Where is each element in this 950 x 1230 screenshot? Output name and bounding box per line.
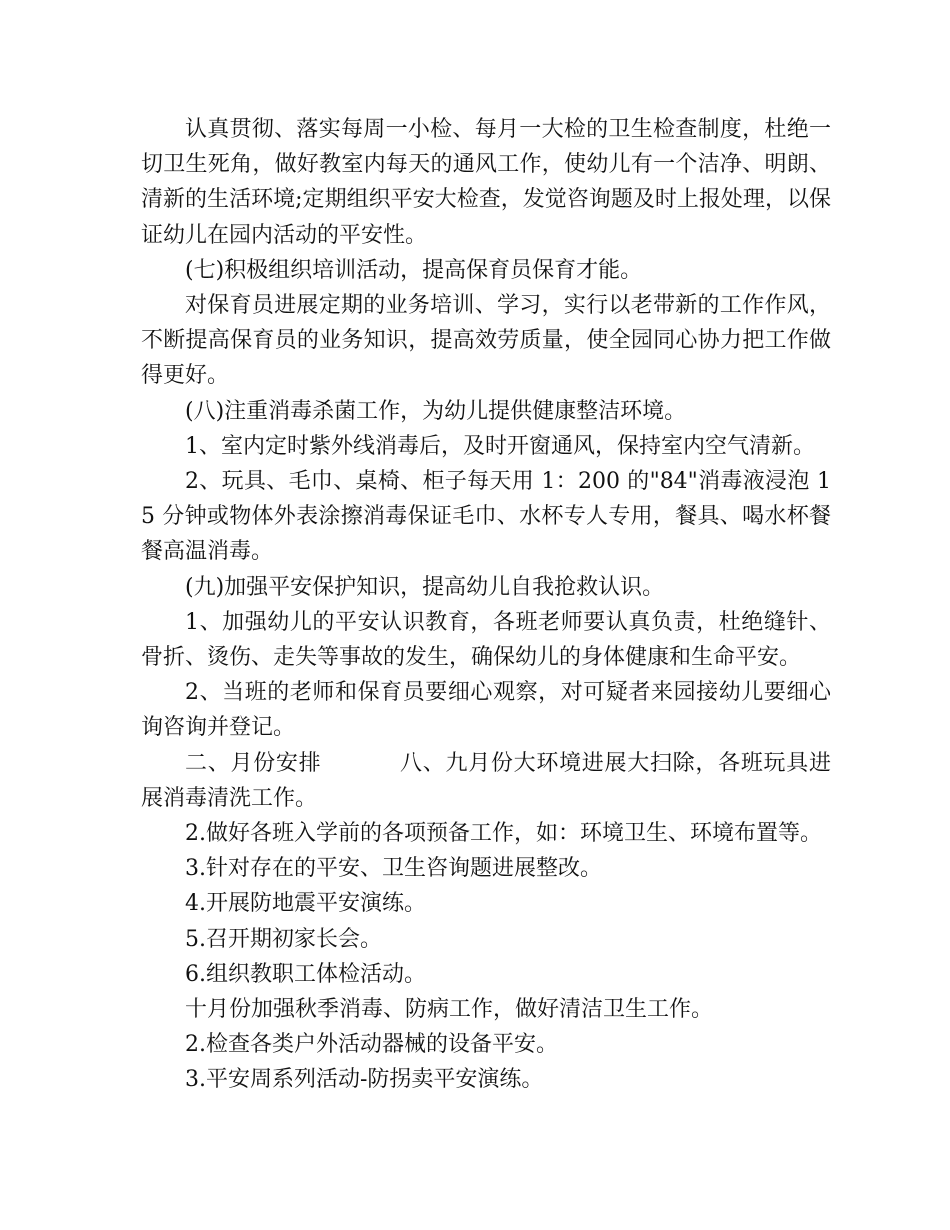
- plan-item-parent-meeting: 5.召开期初家长会。: [185, 926, 382, 952]
- plan-october: 十月份加强秋季消毒、防病工作，做好清洁卫生工作。: [185, 997, 714, 1023]
- plan-item-anti-abduction-drill: 3.平安周系列活动-防拐卖平安演练。: [185, 1067, 544, 1093]
- paragraph-safety-education: 1、加强幼儿的平安认识教育，各班老师要认真负责，杜绝缝针、骨折、烫伤、走失等事故的发生，确保幼儿的身体健康和生命平安。: [141, 609, 831, 671]
- paragraph-visitor-check: 2、当班的老师和保育员要细心观察，对可疑者来园接幼儿要细心询咨询并登记。: [141, 680, 831, 741]
- heading-safety-knowledge: (九)加强平安保护知识，提高幼儿自我抢救认识。: [185, 574, 665, 600]
- paragraph-monthly-plan: [141, 746, 831, 816]
- plan-item-staff-checkup: 6.组织教职工体检活动。: [185, 961, 426, 987]
- heading-disinfection: (八)注重消毒杀菌工作，为幼儿提供健康整洁环境。: [185, 398, 687, 424]
- plan-item-equipment-check: 2.检查各类户外活动器械的设备平安。: [185, 1032, 558, 1058]
- plan-aug-sep: 八、九月份大环境进展大扫除，各班玩具进展消毒清洗工作。: [141, 750, 831, 811]
- document-body: [141, 112, 831, 1098]
- paragraph-staff-training: 对保育员进展定期的业务培训、学习，实行以老带新的工作作风，不断提高保育员的业务知识，提高效劳质量，使全园同心协力把工作做得更好。: [141, 293, 831, 389]
- paragraph-toy-disinfection: 2、玩具、毛巾、桌椅、柜子每天用 1：200 的"84"消毒液浸泡 15 分钟或物体外表涂擦消毒保证毛巾、水杯专人专用，餐具、喝水杯餐餐高温消毒。: [141, 469, 831, 565]
- plan-item-preparation: 2.做好各班入学前的各项预备工作，如：环境卫生、环境布置等。: [185, 821, 822, 847]
- heading-training-activities: (七)积极组织培训活动，提高保育员保育才能。: [185, 257, 643, 283]
- paragraph-hygiene-inspection: 认真贯彻、落实每周一小检、每月一大检的卫生检查制度，杜绝一切卫生死角，做好教室内每天的通风工作，使幼儿有一个洁净、明朗、清新的生活环境;定期组织平安大检查，发觉咨询题及时上报处理，以保证幼儿在园内活动的平安性。: [141, 117, 831, 248]
- heading-monthly-plan: 二、月份安排: [185, 750, 322, 776]
- paragraph-uv-disinfection: 1、室内定时紫外线消毒后，及时开窗通风，保持室内空气清新。: [185, 433, 815, 459]
- plan-item-earthquake-drill: 4.开展防地震平安演练。: [185, 891, 426, 917]
- plan-item-rectification: 3.针对存在的平安、卫生咨询题进展整改。: [185, 856, 602, 882]
